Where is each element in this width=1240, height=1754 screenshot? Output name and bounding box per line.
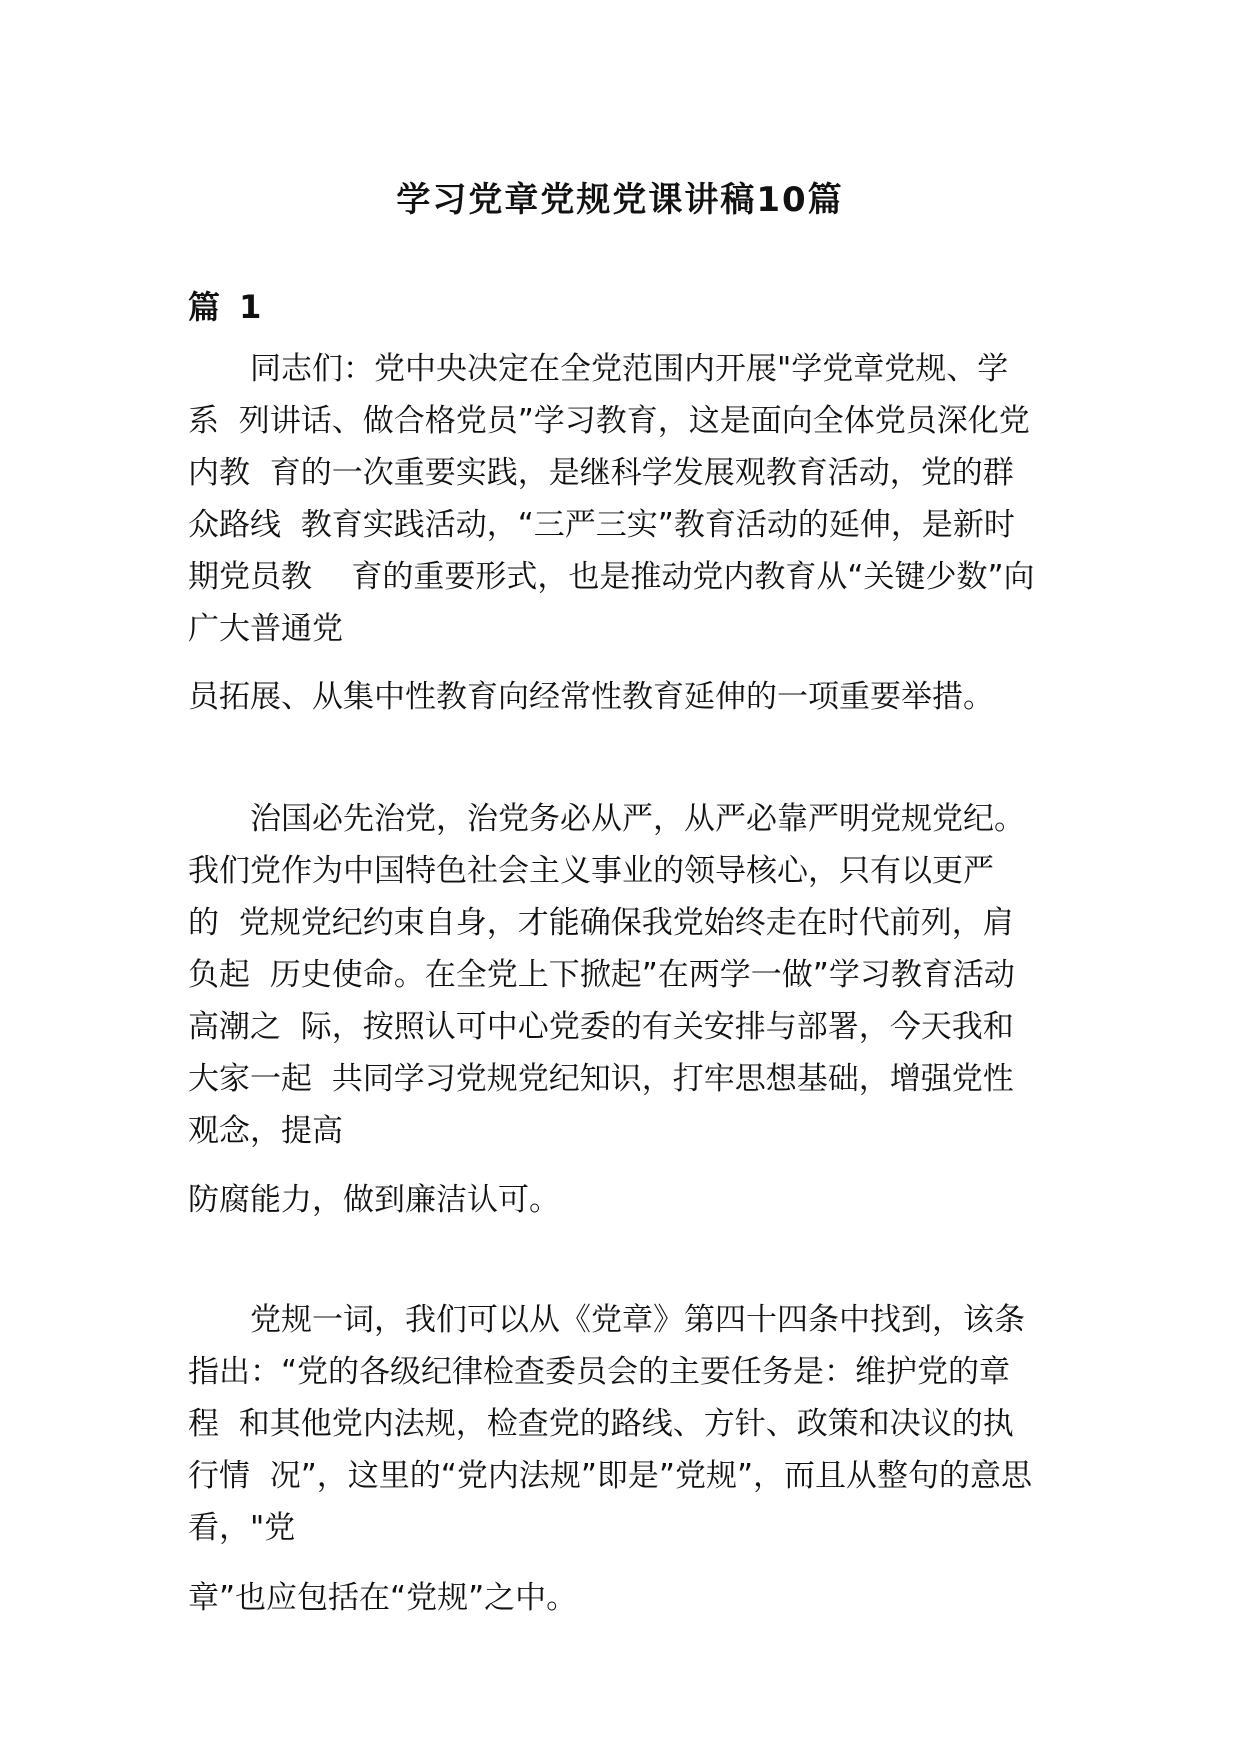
paragraph-3-line-3: 程 和其他党内法规，检查党的路线、方针、政策和决议的执 — [188, 1406, 1014, 1442]
paragraph-2-line-8: 防腐能力，做到廉洁认可。 — [188, 1182, 560, 1218]
paragraph-1-line-2: 系 列讲话、做合格党员”学习教育，这是面向全体党员深化党 — [188, 403, 1030, 439]
paragraph-2-line-3: 的 党规党纪约束自身，才能确保我党始终走在时代前列，肩 — [188, 905, 1014, 941]
paragraph-1-line-5: 期党员教 育的重要形式，也是推动党内教育从“关键少数”向 — [188, 559, 1035, 595]
document-title: 学习党章党规党课讲稿10篇 — [396, 180, 844, 220]
paragraph-1-line-4: 众路线 教育实践活动，“三严三实”教育活动的延伸，是新时 — [188, 507, 1015, 543]
paragraph-2-line-5: 高潮之 际，按照认可中心党委的有关安排与部署，今天我和 — [188, 1009, 1014, 1045]
paragraph-3-line-2: 指出：“党的各级纪律检查委员会的主要任务是：维护党的章 — [188, 1354, 1011, 1390]
paragraph-3-line-5: 看，"党 — [188, 1510, 296, 1546]
paragraph-2-line-2: 我们党作为中国特色社会主义事业的领导核心，只有以更严 — [188, 853, 994, 889]
paragraph-3-line-4: 行情 况”，这里的“党内法规”即是”党规”，而且从整句的意思 — [188, 1458, 1033, 1494]
paragraph-2-line-4: 负起 历史使命。在全党上下掀起”在两学一做”学习教育活动 — [188, 957, 1015, 993]
paragraph-1-line-3: 内教 育的一次重要实践，是继科学发展观教育活动，党的群 — [188, 455, 1014, 491]
paragraph-2-line-1: 治国必先治党，治党务必从严，从严必靠严明党规党纪。 — [188, 801, 1025, 837]
paragraph-3-line-1: 党规一词，我们可以从《党章》第四十四条中找到，该条 — [188, 1302, 1025, 1338]
paragraph-2-line-7: 观念，提高 — [188, 1113, 343, 1149]
paragraph-2-line-6: 大家一起 共同学习党规党纪知识，打牢思想基础，增强党性 — [188, 1061, 1014, 1097]
section-heading: 篇 1 — [188, 288, 266, 326]
paragraph-1-line-6: 广大普通党 — [188, 611, 343, 647]
paragraph-1-line-7: 员拓展、从集中性教育向经常性教育延伸的一项重要举措。 — [188, 679, 994, 715]
paragraph-3-line-6: 章”也应包括在“党规”之中。 — [188, 1580, 578, 1616]
paragraph-1-line-1: 同志们：党中央决定在全党范围内开展"学党章党规、学 — [188, 351, 1009, 387]
